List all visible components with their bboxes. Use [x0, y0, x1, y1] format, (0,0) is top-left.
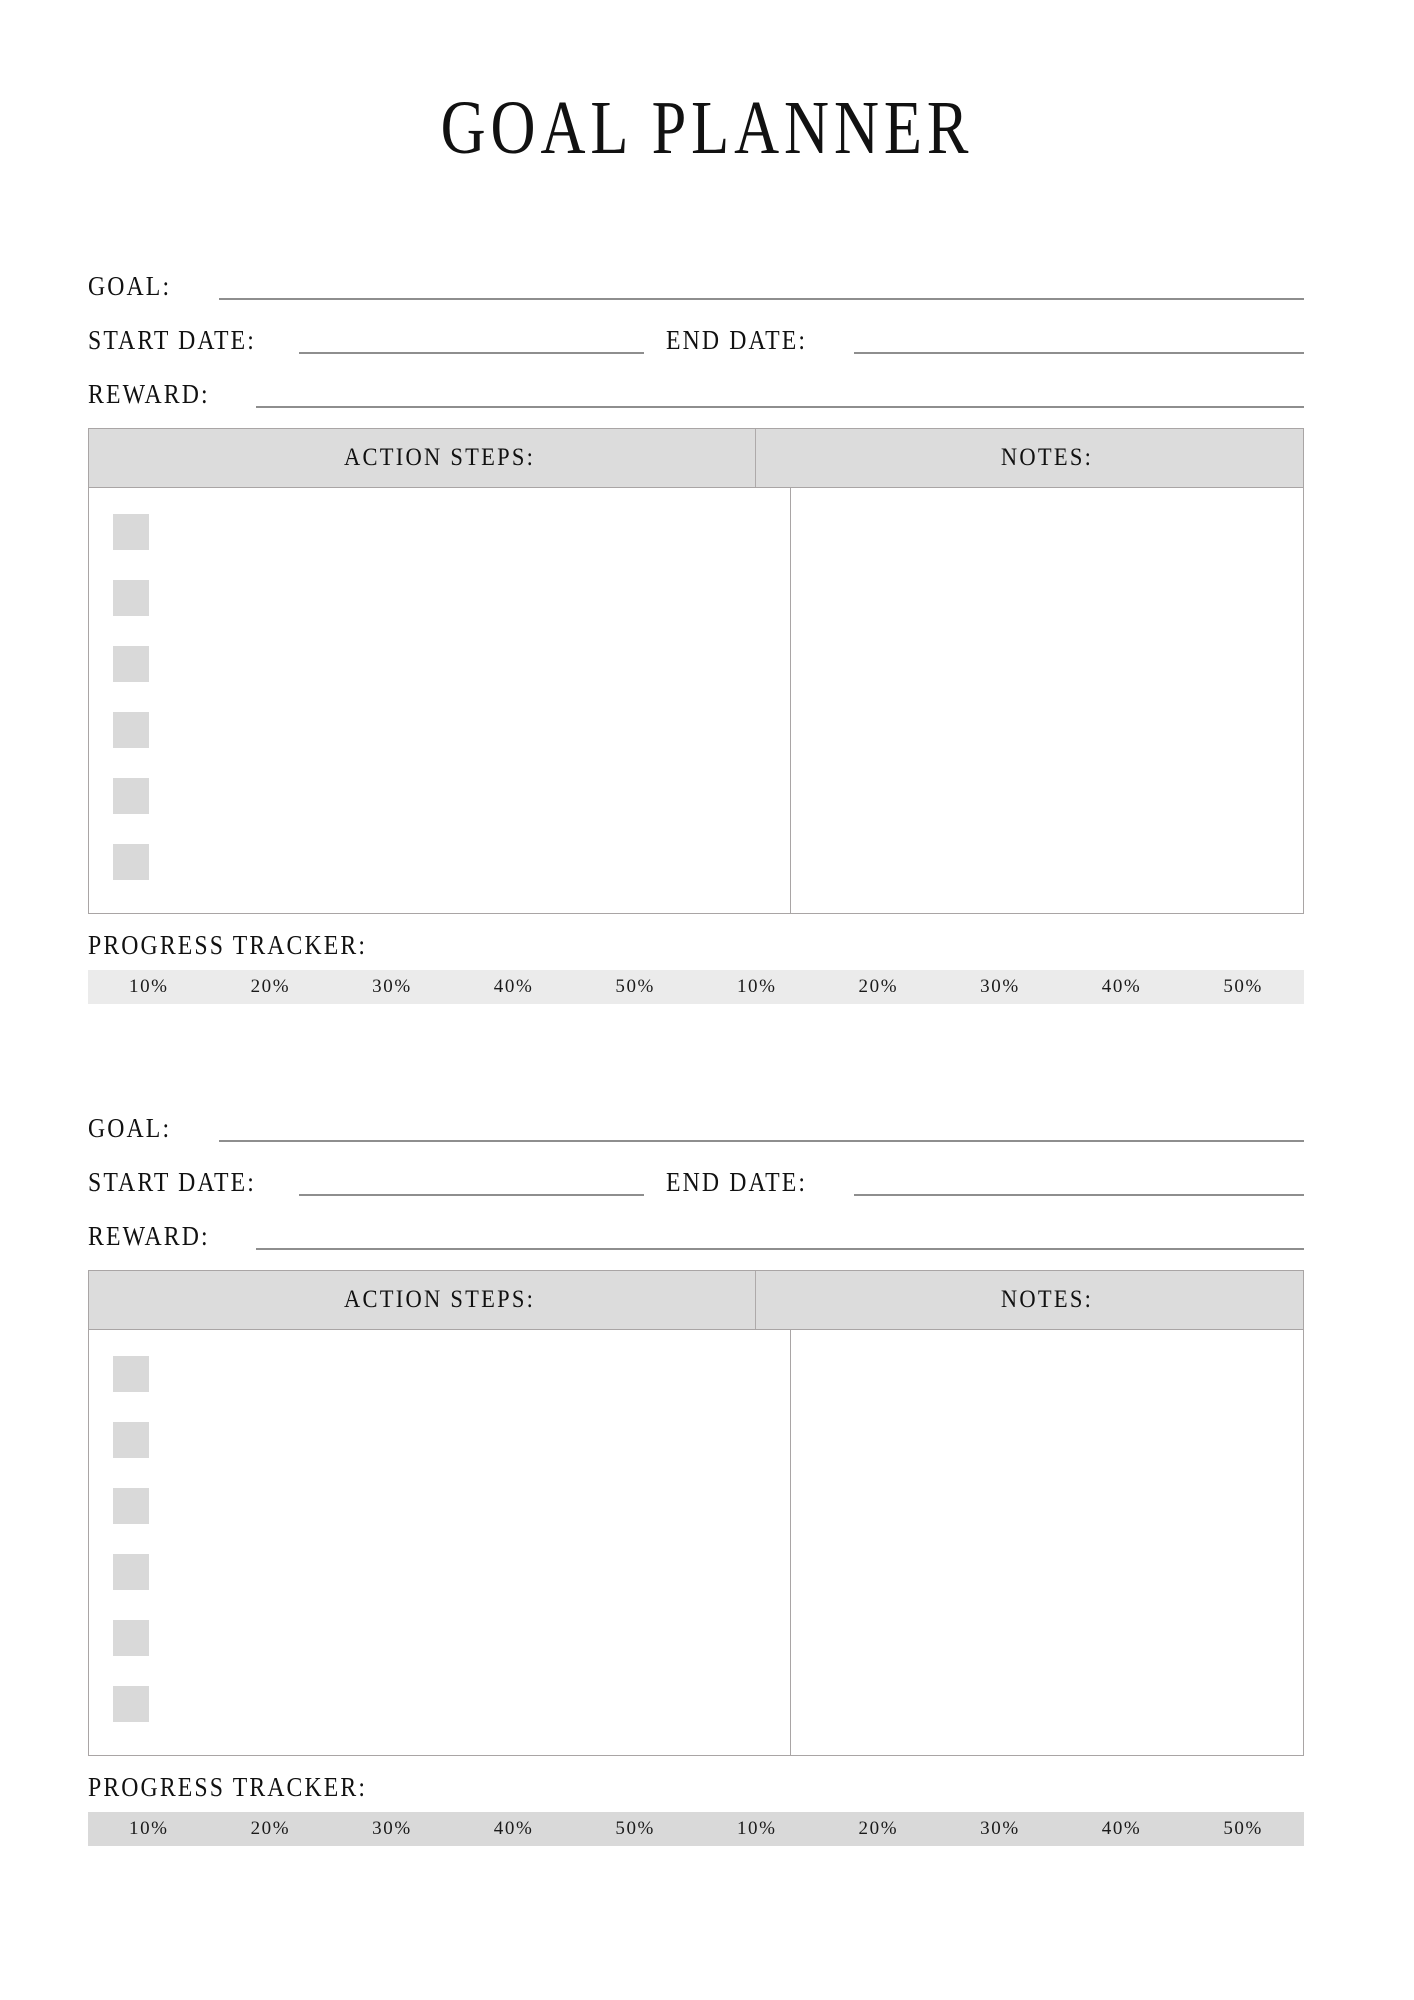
end-date-input-2[interactable] [854, 1194, 1304, 1196]
table-header-row-1 [89, 429, 1303, 488]
table-body-row-2 [89, 1330, 1303, 1755]
tracker-mark[interactable]: 10% [736, 1818, 777, 1839]
tracker-mark[interactable]: 20% [250, 1818, 291, 1839]
tracker-mark[interactable]: 10% [736, 976, 777, 997]
tracker-mark[interactable]: 20% [250, 976, 291, 997]
reward-label: REWARD: [88, 379, 210, 409]
end-date-input-1[interactable] [854, 352, 1304, 354]
tracker-mark[interactable]: 10% [128, 976, 169, 997]
date-row-2 [88, 1154, 1304, 1200]
goal-row-2 [88, 1100, 1304, 1146]
goal-input-1[interactable] [219, 298, 1305, 300]
action-steps-header: ACTION STEPS: [124, 429, 756, 487]
reward-label: REWARD: [88, 1221, 210, 1251]
tracker-mark[interactable]: 40% [1101, 976, 1142, 997]
tracker-mark[interactable]: 40% [1101, 1818, 1142, 1839]
action-steps-table-1 [88, 428, 1304, 914]
tracker-mark[interactable]: 20% [858, 976, 899, 997]
action-steps-cell-2 [89, 1330, 791, 1755]
start-date-input-2[interactable] [299, 1194, 644, 1196]
start-date-label: START DATE: [88, 325, 256, 355]
progress-tracker-bar-1 [88, 970, 1304, 1004]
end-date-label: END DATE: [665, 1167, 807, 1197]
progress-tracker-label-2: PROGRESS TRACKER: [88, 1772, 368, 1802]
date-row-1 [88, 312, 1304, 358]
tracker-mark[interactable]: 10% [128, 1818, 169, 1839]
start-date-input-1[interactable] [299, 352, 644, 354]
start-date-label: START DATE: [88, 1167, 256, 1197]
goal-label: GOAL: [88, 1113, 172, 1143]
action-step-checkbox[interactable] [113, 514, 149, 550]
action-step-checkbox[interactable] [113, 1356, 149, 1392]
end-date-label: END DATE: [665, 325, 807, 355]
action-steps-cell-1 [89, 488, 791, 913]
tracker-mark[interactable]: 50% [1223, 976, 1263, 997]
action-step-checkbox[interactable] [113, 1422, 149, 1458]
notes-cell-1[interactable] [791, 488, 1303, 913]
action-steps-header: ACTION STEPS: [124, 1271, 756, 1329]
notes-cell-2[interactable] [791, 1330, 1303, 1755]
goal-row-1 [88, 258, 1304, 304]
tracker-mark[interactable]: 40% [493, 1818, 534, 1839]
reward-row-1 [88, 366, 1304, 412]
goal-section-1 [88, 258, 1304, 1004]
action-step-checkbox[interactable] [113, 712, 149, 748]
reward-input-1[interactable] [256, 406, 1304, 408]
action-step-checkbox[interactable] [113, 1686, 149, 1722]
tracker-mark[interactable]: 20% [858, 1818, 899, 1839]
tracker-mark[interactable]: 50% [615, 1818, 655, 1839]
tracker-mark[interactable]: 50% [1223, 1818, 1263, 1839]
action-step-checkbox[interactable] [113, 1554, 149, 1590]
tracker-mark[interactable]: 30% [372, 976, 412, 997]
tracker-mark[interactable]: 30% [980, 1818, 1020, 1839]
action-step-checkbox[interactable] [113, 1488, 149, 1524]
tracker-mark[interactable]: 40% [493, 976, 534, 997]
action-step-checkbox[interactable] [113, 844, 149, 880]
table-header-row-2 [89, 1271, 1303, 1330]
tracker-mark[interactable]: 30% [980, 976, 1020, 997]
action-steps-table-2 [88, 1270, 1304, 1756]
reward-input-2[interactable] [256, 1248, 1304, 1250]
action-step-checkbox[interactable] [113, 1620, 149, 1656]
notes-header: NOTES: [1000, 1286, 1094, 1313]
tracker-mark[interactable]: 30% [372, 1818, 412, 1839]
goal-label: GOAL: [88, 271, 172, 301]
goal-section-2 [88, 1100, 1304, 1846]
notes-header: NOTES: [1000, 444, 1094, 471]
reward-row-2 [88, 1208, 1304, 1254]
action-step-checkbox[interactable] [113, 646, 149, 682]
table-body-row-1 [89, 488, 1303, 913]
progress-tracker-bar-2 [88, 1812, 1304, 1846]
progress-tracker-label-1: PROGRESS TRACKER: [88, 930, 368, 960]
page-title: GOAL PLANNER [440, 86, 974, 170]
tracker-mark[interactable]: 50% [615, 976, 655, 997]
action-step-checkbox[interactable] [113, 778, 149, 814]
action-step-checkbox[interactable] [113, 580, 149, 616]
goal-input-2[interactable] [219, 1140, 1305, 1142]
